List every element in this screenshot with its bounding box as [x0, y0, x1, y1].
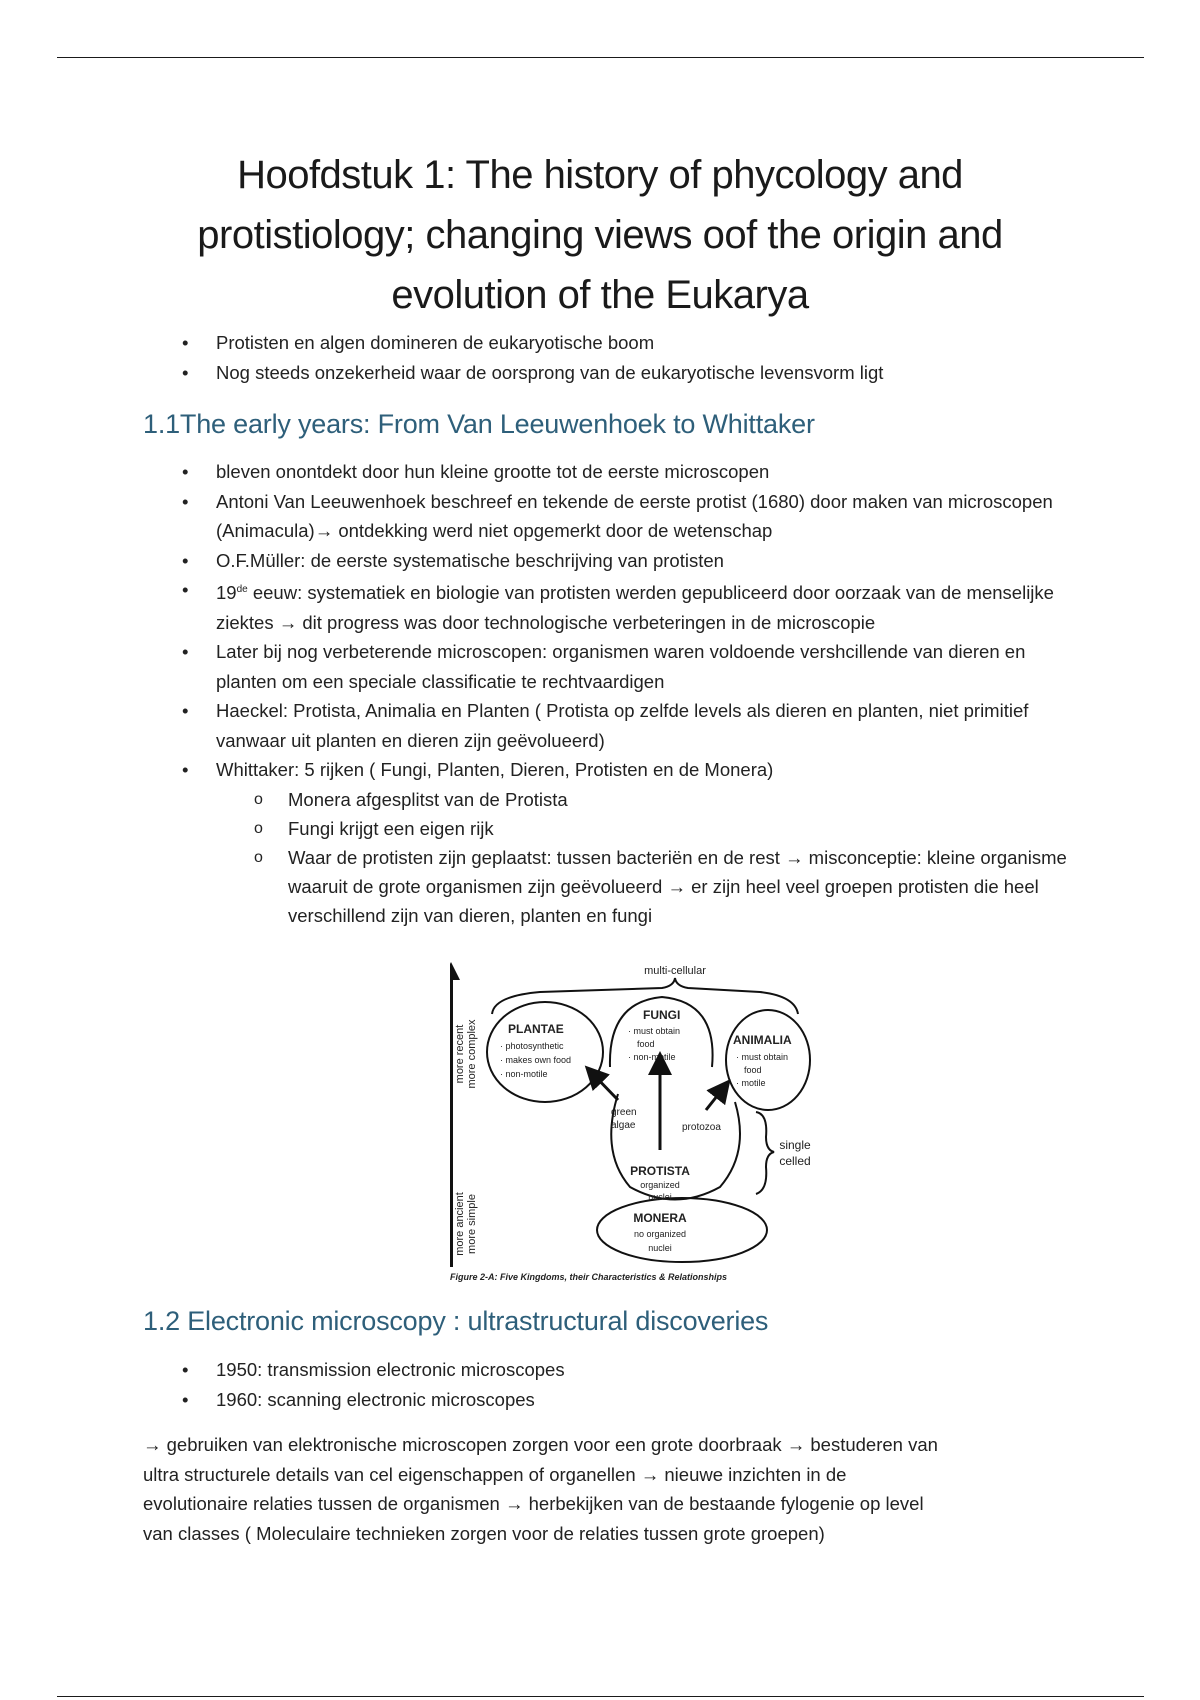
monera-trait: nuclei [648, 1243, 672, 1253]
paragraph-line: evolutionaire relaties tussen de organismen → herbekijken van de bestaande fylogenie op level [143, 1493, 924, 1514]
circle-bullet-icon: o [254, 848, 263, 866]
monera-trait: no organized [633, 1229, 687, 1239]
list-item: • Whittaker: 5 rijken ( Fungi, Planten, Dieren, Protisten en de Monera) o Monera afgesplitst van de Protista o Fungi krijgt een eigen rijk o Waar de protisten zijn geplaatst: tussen bacteriën en de rest → misconceptie: kleine organisme waaruit de grote organismen zijn geëvolueerd → er zijn heel veel groepen protisten die heel verschillend zijn van dieren, planten en fungi [168, 755, 1068, 930]
list-item: • Protisten en algen domineren de eukaryotische boom [168, 328, 1068, 358]
single-celled-brace [756, 1112, 774, 1194]
list-item: • Nog steeds onzekerheid waar de oorsprong van de eukaryotische levensvorm ligt [168, 358, 1068, 388]
green-algae-label: green [611, 1107, 637, 1118]
animalia-trait: · must obtain [736, 1052, 789, 1062]
bullet-icon: • [182, 332, 189, 353]
plantae-circle [487, 1002, 603, 1102]
paragraph-line: → gebruiken van elektronische microscopen zorgen voor een grote doorbraak → bestuderen van [143, 1434, 938, 1455]
bullet-icon: • [182, 700, 189, 722]
animalia-title: ANIMALIA [733, 1033, 792, 1047]
multicellular-label: multi-cellular [644, 965, 706, 977]
bullet-icon: • [182, 361, 189, 383]
bullet-icon: • [182, 1388, 189, 1410]
list-item: • O.F.Müller: de eerste systematische beschrijving van protisten [168, 546, 1068, 576]
section-heading-1-1: 1.1The early years: From Van Leeuwenhoek to Whittaker [143, 409, 815, 439]
section2-bullet-list [168, 1355, 1068, 1414]
page-title [140, 145, 1060, 325]
list-item: • Haeckel: Protista, Animalia en Planten ( Protista op zelfde levels als dieren en planten, niet primitief vanwaar uit planten en dieren zijn geëvolueerd) [168, 696, 1068, 755]
list-item: • 1960: scanning electronic microscopes [168, 1385, 1068, 1415]
title-line: Hoofdstuk 1: The history of phycology and [237, 153, 963, 197]
axis-label-more-recent: more recent [454, 1024, 466, 1084]
bullet-icon: • [182, 641, 189, 663]
plantae-trait: · non-motile [500, 1069, 548, 1079]
conclusion-paragraph [143, 1430, 1083, 1548]
title-line: evolution of the Eukarya [391, 273, 809, 317]
list-item: • Later bij nog verbeterende microscopen: organismen waren voldoende vershcillende van dieren en planten om een speciale classificatie te rechtvaardigen [168, 637, 1068, 696]
arrow-to-animalia [706, 1086, 725, 1110]
bullet-icon: • [182, 1359, 189, 1380]
plantae-trait: · makes own food [500, 1055, 572, 1065]
fungi-trait: · non-motile [628, 1052, 676, 1062]
top-rule [57, 57, 1144, 58]
section-heading-1-2: 1.2 Electronic microscopy : ultrastructural discoveries [143, 1306, 769, 1336]
protozoa-label: protozoa [682, 1122, 721, 1133]
monera-title: MONERA [633, 1211, 687, 1225]
axis-label-more-simple: more simple [466, 1194, 478, 1254]
protista-trait: organized [640, 1180, 680, 1190]
bullet-icon: • [182, 461, 189, 482]
plantae-title: PLANTAE [508, 1022, 564, 1036]
bullet-icon: • [182, 579, 189, 600]
fungi-trait: food [637, 1039, 655, 1049]
plantae-trait: · photosynthetic [500, 1041, 564, 1051]
paragraph-line: ultra structurele details van cel eigenschappen of organellen → nieuwe inzichten in de [143, 1463, 847, 1485]
circle-bullet-icon: o [254, 790, 263, 808]
five-kingdoms-figure [450, 962, 820, 1284]
section1-bullet-list [168, 457, 1068, 930]
animalia-trait: food [744, 1065, 762, 1075]
circle-bullet-icon: o [254, 819, 263, 837]
axis-label-more-ancient: more ancient [454, 1192, 466, 1256]
fungi-trait: · must obtain [628, 1026, 681, 1036]
bullet-icon: • [182, 759, 189, 781]
bullet-icon: • [182, 549, 189, 571]
celled-label: celled [779, 1154, 811, 1168]
list-item: • Antoni Van Leeuwenhoek beschreef en tekende de eerste protist (1680) door maken van microscopen (Animacula)→ ontdekking werd niet opgemerkt door de wetenschap [168, 487, 1068, 546]
list-item: • 19de eeuw: systematiek en biologie van protisten werden gepubliceerd door oorzaak van de menselijke ziektes → dit progress was door technologische verbeteringen in de microscopie [168, 575, 1068, 637]
sub-list-item: o Monera afgesplitst van de Protista [216, 785, 1068, 814]
list-item: • 1950: transmission electronic microscopes [168, 1355, 1068, 1385]
five-kingdoms-diagram [450, 962, 820, 1284]
fungi-title: FUNGI [643, 1008, 681, 1022]
axis-arrow-head-icon [450, 962, 460, 980]
green-algae-label: algae [611, 1120, 636, 1131]
protista-title: PROTISTA [630, 1164, 690, 1178]
list-item: • bleven onontdekt door hun kleine grootte tot de eerste microscopen [168, 457, 1068, 487]
single-label: single [779, 1138, 811, 1152]
animalia-trait: · motile [736, 1078, 766, 1088]
title-line: protistiology; changing views oof the origin and [197, 213, 1003, 257]
arrow-to-plantae [591, 1072, 618, 1100]
protista-trait: nuclei [648, 1192, 672, 1202]
figure-caption: Figure 2-A: Five Kingdoms, their Characteristics & Relationships [450, 1272, 728, 1282]
axis-label-more-complex: more complex [466, 1019, 478, 1089]
sub-list-item: o Waar de protisten zijn geplaatst: tussen bacteriën en de rest → misconceptie: kleine organisme waaruit de grote organismen zijn geëvolueerd → er zijn heel veel groepen protisten die heel verschillend zijn van dieren, planten en fungi [216, 843, 1068, 930]
sub-list-item: o Fungi krijgt een eigen rijk [216, 814, 1068, 843]
sub-bullet-list [216, 785, 1068, 930]
paragraph-line: van classes ( Moleculaire technieken zorgen voor de relaties tussen grote groepen) [143, 1522, 825, 1544]
bullet-icon: • [182, 490, 189, 512]
bottom-rule [57, 1696, 1144, 1697]
intro-bullet-list [168, 328, 1068, 387]
